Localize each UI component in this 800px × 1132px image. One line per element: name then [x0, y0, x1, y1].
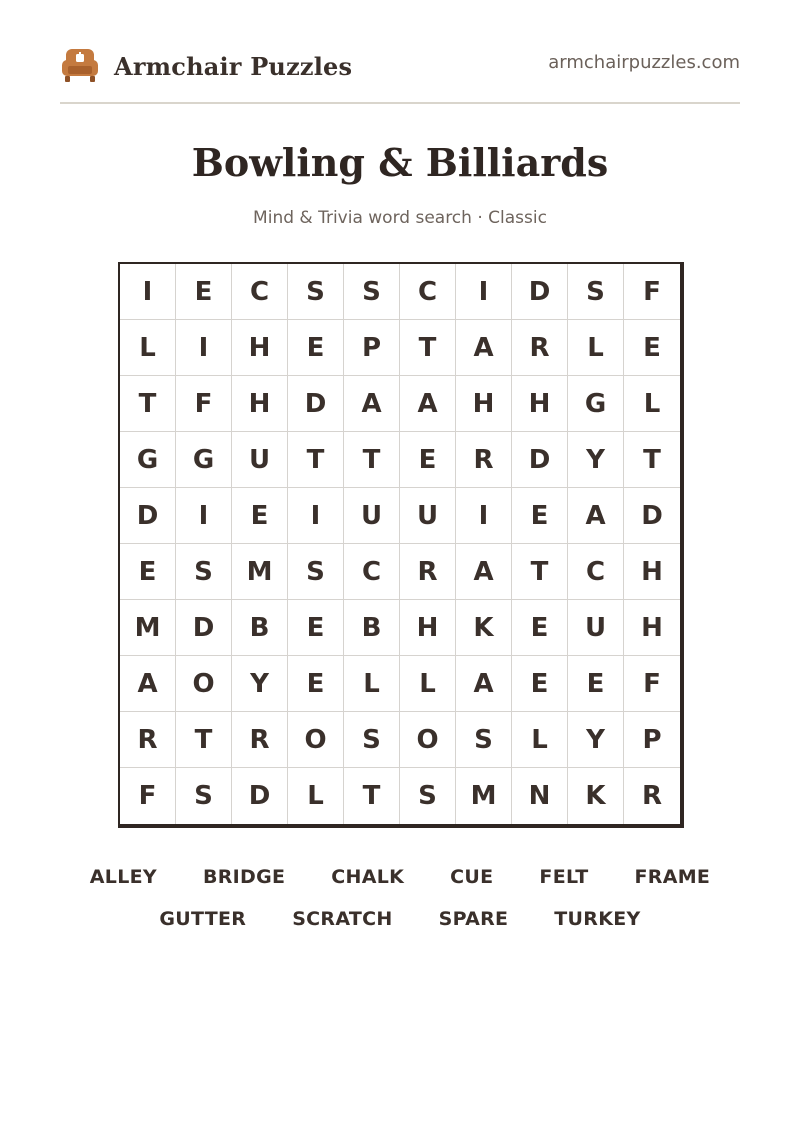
grid-cell[interactable]: O — [400, 712, 456, 768]
grid-cell[interactable]: Y — [232, 656, 288, 712]
grid-cell[interactable]: A — [400, 376, 456, 432]
grid-cell[interactable]: D — [512, 432, 568, 488]
grid-cell[interactable]: A — [456, 656, 512, 712]
grid-cell[interactable]: S — [288, 264, 344, 320]
word-list-item: FRAME — [634, 866, 711, 888]
grid-cell[interactable]: E — [232, 488, 288, 544]
grid-cell[interactable]: L — [288, 768, 344, 824]
puzzle-title: Bowling & Billiards — [191, 140, 609, 185]
grid-cell[interactable]: D — [288, 376, 344, 432]
grid-cell[interactable]: K — [456, 600, 512, 656]
grid-cell[interactable]: C — [232, 264, 288, 320]
grid-cell[interactable]: I — [120, 264, 176, 320]
grid-cell[interactable]: M — [456, 768, 512, 824]
word-list-item: ALLEY — [89, 866, 157, 888]
grid-cell[interactable]: T — [512, 544, 568, 600]
word-list-item: TURKEY — [554, 908, 641, 930]
grid-cell[interactable]: Y — [568, 712, 624, 768]
grid-cell[interactable]: K — [568, 768, 624, 824]
grid-cell[interactable]: T — [288, 432, 344, 488]
grid-cell[interactable]: C — [568, 544, 624, 600]
grid-cell[interactable]: O — [288, 712, 344, 768]
grid-cell[interactable]: F — [120, 768, 176, 824]
grid-cell[interactable]: E — [624, 320, 680, 376]
grid-cell[interactable]: S — [176, 768, 232, 824]
grid-cell[interactable]: U — [344, 488, 400, 544]
grid-cell[interactable]: D — [624, 488, 680, 544]
grid-cell[interactable]: S — [344, 712, 400, 768]
grid-cell[interactable]: S — [288, 544, 344, 600]
grid-cell[interactable]: M — [232, 544, 288, 600]
grid-cell[interactable]: S — [344, 264, 400, 320]
grid-cell[interactable]: H — [400, 600, 456, 656]
grid-cell[interactable]: Y — [568, 432, 624, 488]
puzzle-subtitle: Mind & Trivia word search · Classic — [253, 208, 547, 228]
site-url-link[interactable]: armchairpuzzles.com — [548, 52, 740, 73]
grid-cell[interactable]: F — [624, 656, 680, 712]
grid-cell[interactable]: E — [512, 488, 568, 544]
grid-cell[interactable]: S — [400, 768, 456, 824]
grid-cell[interactable]: A — [456, 544, 512, 600]
grid-cell[interactable]: L — [624, 376, 680, 432]
grid-cell[interactable]: E — [120, 544, 176, 600]
grid-cell[interactable]: L — [400, 656, 456, 712]
grid-cell[interactable]: E — [176, 264, 232, 320]
grid-cell[interactable]: G — [120, 432, 176, 488]
grid-cell[interactable]: C — [344, 544, 400, 600]
grid-cell[interactable]: T — [344, 768, 400, 824]
grid-cell[interactable]: P — [344, 320, 400, 376]
grid-cell[interactable]: C — [400, 264, 456, 320]
word-list — [60, 856, 740, 940]
grid-cell[interactable]: I — [288, 488, 344, 544]
word-list-item: SCRATCH — [292, 908, 393, 930]
grid-cell[interactable]: U — [568, 600, 624, 656]
grid-cell[interactable]: F — [624, 264, 680, 320]
grid-cell[interactable]: H — [512, 376, 568, 432]
grid-cell[interactable]: U — [400, 488, 456, 544]
grid-cell[interactable]: B — [344, 600, 400, 656]
grid-cell[interactable]: H — [456, 376, 512, 432]
grid-cell[interactable]: I — [176, 320, 232, 376]
header-divider — [60, 102, 740, 104]
grid-cell[interactable]: D — [120, 488, 176, 544]
grid-cell[interactable]: R — [120, 712, 176, 768]
grid-cell[interactable]: E — [288, 600, 344, 656]
grid-cell[interactable]: T — [120, 376, 176, 432]
grid-cell[interactable]: I — [176, 488, 232, 544]
word-list-item: BRIDGE — [202, 866, 286, 888]
grid-cell[interactable]: T — [344, 432, 400, 488]
word-list-row — [60, 898, 740, 940]
grid-cell[interactable]: H — [232, 320, 288, 376]
word-list-row — [60, 856, 740, 898]
grid-cell[interactable]: F — [176, 376, 232, 432]
letter-grid — [118, 262, 684, 828]
grid-cell[interactable]: S — [568, 264, 624, 320]
page-header — [60, 40, 740, 102]
brand-name: Armchair Puzzles — [114, 51, 353, 81]
grid-cell[interactable]: A — [456, 320, 512, 376]
grid-cell[interactable]: L — [512, 712, 568, 768]
armchair-icon — [60, 46, 100, 86]
grid-cell[interactable]: T — [624, 432, 680, 488]
grid-cell[interactable]: R — [641, 781, 663, 811]
grid-cell[interactable]: G — [176, 432, 232, 488]
grid-cell[interactable]: E — [288, 656, 344, 712]
grid-cell[interactable]: I — [456, 488, 512, 544]
grid-cell[interactable]: R — [456, 432, 512, 488]
word-list-item: CHALK — [331, 866, 405, 888]
grid-cell[interactable]: B — [232, 600, 288, 656]
grid-cell[interactable]: A — [344, 376, 400, 432]
grid-cell[interactable]: L — [568, 320, 624, 376]
grid-cell[interactable]: N — [512, 768, 568, 824]
grid-cell[interactable]: R — [512, 320, 568, 376]
grid-cell[interactable]: H — [624, 544, 680, 600]
grid-cell[interactable]: S — [176, 544, 232, 600]
grid-cell[interactable]: P — [624, 712, 680, 768]
grid-cell[interactable]: E — [512, 656, 568, 712]
grid-cell[interactable]: L — [344, 656, 400, 712]
word-list-item: SPARE — [438, 908, 509, 930]
grid-cell[interactable]: L — [120, 320, 176, 376]
grid-cell[interactable]: S — [456, 712, 512, 768]
grid-cell[interactable]: G — [568, 376, 624, 432]
grid-cell[interactable]: R — [232, 712, 288, 768]
grid-cell[interactable]: O — [176, 656, 232, 712]
word-list-item: CUE — [450, 866, 494, 888]
grid-cell[interactable]: I — [456, 264, 512, 320]
grid-cell[interactable]: A — [568, 488, 624, 544]
grid-cell[interactable]: T — [176, 712, 232, 768]
grid-cell[interactable]: E — [512, 600, 568, 656]
grid-cell[interactable]: E — [568, 656, 624, 712]
grid-cell[interactable]: R — [400, 544, 456, 600]
brand[interactable] — [60, 46, 352, 86]
grid-cell[interactable]: D — [512, 264, 568, 320]
grid-cell[interactable]: T — [400, 320, 456, 376]
grid-cell[interactable]: E — [288, 320, 344, 376]
grid-cell[interactable]: A — [120, 656, 176, 712]
grid-cell[interactable]: U — [232, 432, 288, 488]
word-list-item: FELT — [539, 866, 589, 888]
grid-cell[interactable]: H — [232, 376, 288, 432]
grid-cell[interactable]: E — [400, 432, 456, 488]
word-list-item: GUTTER — [159, 908, 247, 930]
grid-cell[interactable]: H — [624, 600, 680, 656]
grid-cell[interactable]: D — [176, 600, 232, 656]
grid-cell[interactable]: D — [232, 768, 288, 824]
grid-cell[interactable]: M — [120, 600, 176, 656]
